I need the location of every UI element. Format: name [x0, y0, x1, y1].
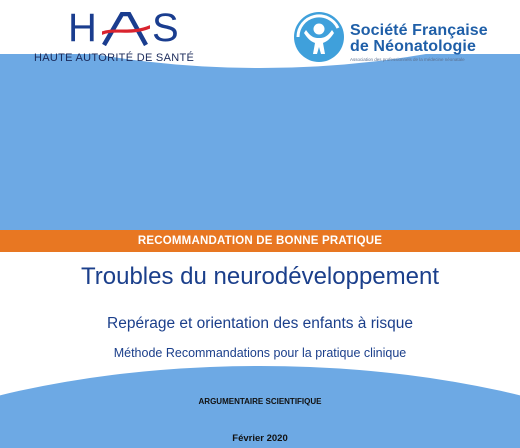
sfn-name-line-2: de Néonatologie: [350, 38, 476, 55]
has-letter-s: S: [152, 6, 180, 50]
has-letter-h: H: [68, 6, 98, 50]
document-date: Février 2020: [232, 433, 288, 444]
document-title: Troubles du neurodéveloppement: [80, 263, 440, 290]
document-type: ARGUMENTAIRE SCIENTIFIQUE: [198, 397, 322, 406]
sfn-name-line-1: Société Française: [350, 22, 488, 39]
has-letter-a-icon: [102, 12, 150, 46]
sfn-tagline: Association des professionnels de la médecine néonatale: [350, 57, 465, 62]
has-wordmark: [68, 6, 198, 50]
sfn-logo: [292, 10, 512, 70]
has-logo: [34, 6, 194, 68]
document-method: Méthode Recommandations pour la pratique clinique: [113, 346, 407, 360]
has-caption: HAUTE AUTORITÉ DE SANTÉ: [34, 52, 195, 64]
document-subtitle: Repérage et orientation des enfants à risque: [107, 315, 413, 332]
recommendation-banner: RECOMMANDATION DE BONNE PRATIQUE: [0, 230, 520, 252]
sfn-baby-icon: [292, 10, 346, 64]
blue-band: [0, 54, 520, 230]
